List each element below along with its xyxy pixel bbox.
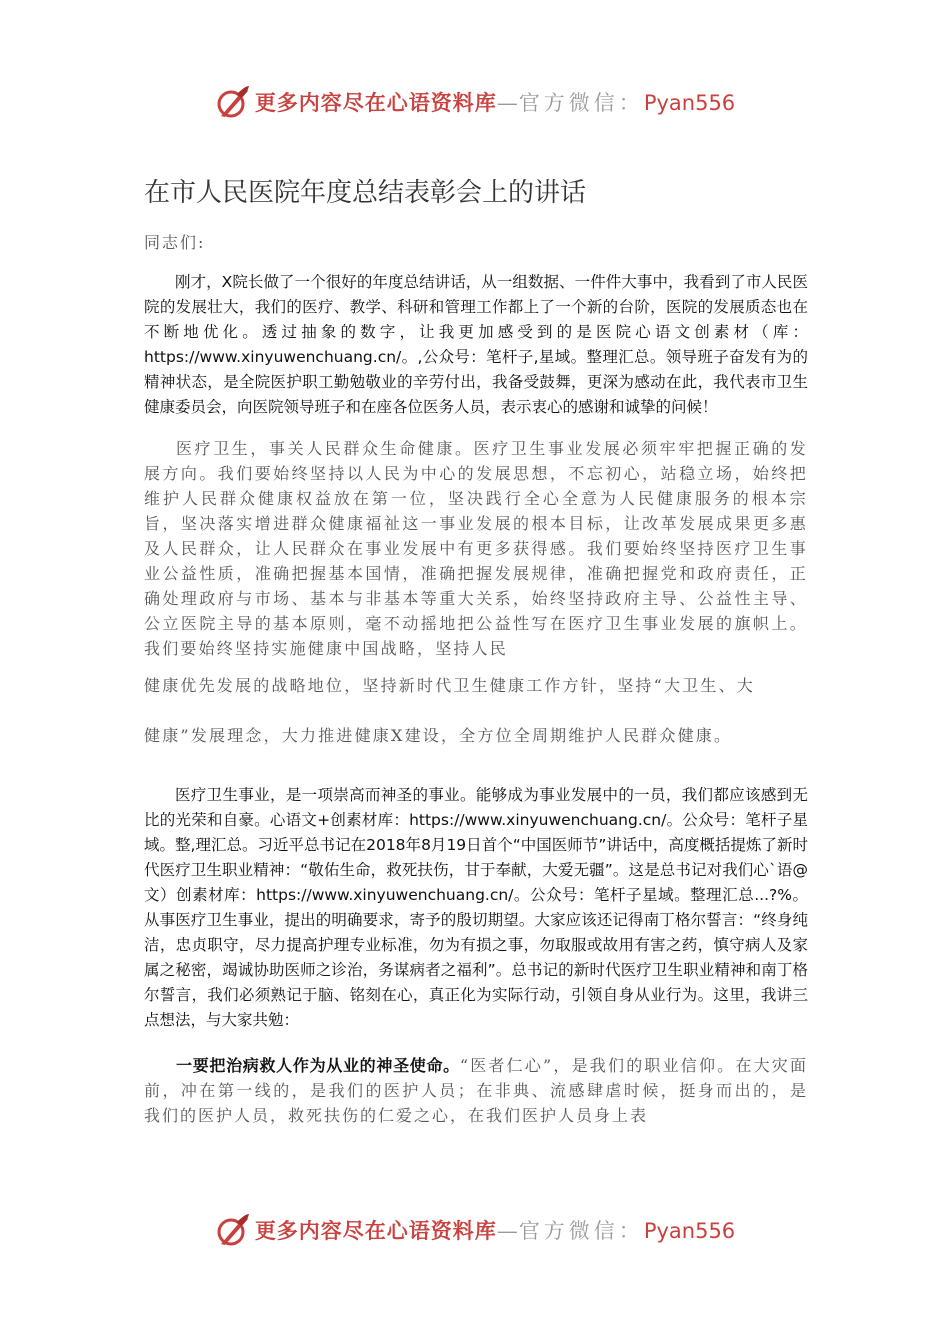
document-body bbox=[144, 170, 808, 1128]
banner-main-text: 更多内容尽在心语资料库 bbox=[254, 90, 497, 115]
quill-logo-icon bbox=[215, 1212, 251, 1248]
banner-wechat-id: Pyan556 bbox=[643, 91, 736, 115]
paragraph-direction bbox=[144, 436, 808, 761]
header-banner bbox=[0, 82, 950, 122]
paragraph-direction-main: 医疗卫生，事关人民群众生命健康。医疗卫生事业发展必须牢牢把握正确的发展方向。我们要始终坚持以人民为中心的发展思想，不忘初心，站稳立场，始终把维护人民群众健康权益放在第一位，坚决践行全心全意为人民健康服务的根本宗旨，坚决落实增进群众健康福祉这一事业发展的根本目标，让改革发展成果更多惠及人民群众，让人民群众在事业发展中有更多获得感。我们要始终坚持医疗卫生事业公益性质，准确把握基本国情，准确把握发展规律，准确把握党和政府责任，正确处理政府与市场、基本与非基本等重大关系，始终坚持政府主导、公益性主导、公立医院主导的基本原则，毫不动摇地把公益性写在医疗卫生事业发展的旗帜上。我们要始终坚持实施健康中国战略，坚持人民 bbox=[144, 439, 808, 658]
paragraph-mission: 医疗卫生事业，是一项崇高而神圣的事业。能够成为事业发展中的一员，我们都应该感到无比的光荣和自豪。心语文+创素材库：https://www.xinyuwenchuang.cn/。公众号：笔杆子星域。整,理汇总。习近平总书记在2018年8月19日首个“中国医师节”讲话中，高度概括提炼了新时代医疗卫生职业精神：“敬佑生命，救死扶伤，甘于奉献，大爱无疆”。这是总书记对我们心`语@文）创素材库：https://www.xinyuwenchuang.cn/。公众号：笔杆子星域。整理汇总...?%。从事医疗卫生事业，提出的明确要求，寄予的殷切期望。大家应该还记得南丁格尔誓言：“终身纯洁，忠贞职守，尽力提高护理专业标准，勿为有损之事，勿取服或故用有害之药，慎守病人及家属之秘密，竭诚协助医师之诊治，务谋病者之福利”。总书记的新时代医疗卫生职业精神和南丁格尔誓言，我们必须熟记于脑、铭刻在心，真正化为实际行动，引领自身从业行为。这里，我讲三点想法，与大家共勉： bbox=[144, 786, 808, 1029]
banner-main-text: 更多内容尽在心语资料库 bbox=[254, 1218, 497, 1243]
document-title: 在市人民医院年度总结表彰会上的讲话 bbox=[144, 178, 587, 208]
banner-wechat-id: Pyan556 bbox=[643, 1219, 736, 1243]
banner-wechat-label: 官方微信： bbox=[518, 91, 644, 115]
point-one-text: “医者仁心”，是我们的职业信仰。在大灾面前，冲在第一线的，是我们的医护人员；在非典、流感肆虐时候，挺身而出的，是我们的医护人员，救死扶伤的仁爱之心，在我们医护人员身上表 bbox=[144, 1056, 808, 1125]
paragraph-point-one bbox=[144, 1053, 808, 1128]
paragraph-direction-line3: 健康”发展理念，大力推进健康X建设，全方位全周期维护人民群众健康。 bbox=[144, 726, 733, 745]
point-one-heading: 一要把治病救人作为从业的神圣使命。 bbox=[176, 1056, 460, 1075]
banner-text bbox=[255, 1215, 735, 1245]
paragraph-opening: 刚才，X院长做了一个很好的年度总结讲话，从一组数据、一件件大事中，我看到了市人民医院的发展壮大，我们的医疗、教学、科研和管理工作都上了一个新的台阶，医院的发展质态也在不断地优化。透过抽象的数字，让我更加感受到的是医院心语文创素材（库：https://www.xinyuwenchuang.cn/。,公众号：笔杆子,星域。整理汇总。领导班子奋发有为的精神状态，是全院医护职工勤勉敬业的辛劳付出，我备受鼓舞，更深为感动在此，我代表市卫生健康委员会，向医院领导班子和在座各位医务人员，表示衷心的感谢和诚挚的问候！ bbox=[144, 273, 808, 416]
paragraph-direction-line2: 健康优先发展的战略地位，坚持新时代卫生健康工作方针，坚持“大卫生、大 bbox=[144, 676, 755, 695]
banner-wechat-label: 官方微信： bbox=[518, 1219, 644, 1243]
banner-dash: — bbox=[496, 91, 519, 115]
salutation: 同志们: bbox=[144, 233, 206, 252]
banner-text bbox=[255, 87, 735, 117]
footer-banner bbox=[0, 1210, 950, 1250]
banner-dash: — bbox=[496, 1219, 519, 1243]
quill-logo-icon bbox=[215, 84, 251, 120]
